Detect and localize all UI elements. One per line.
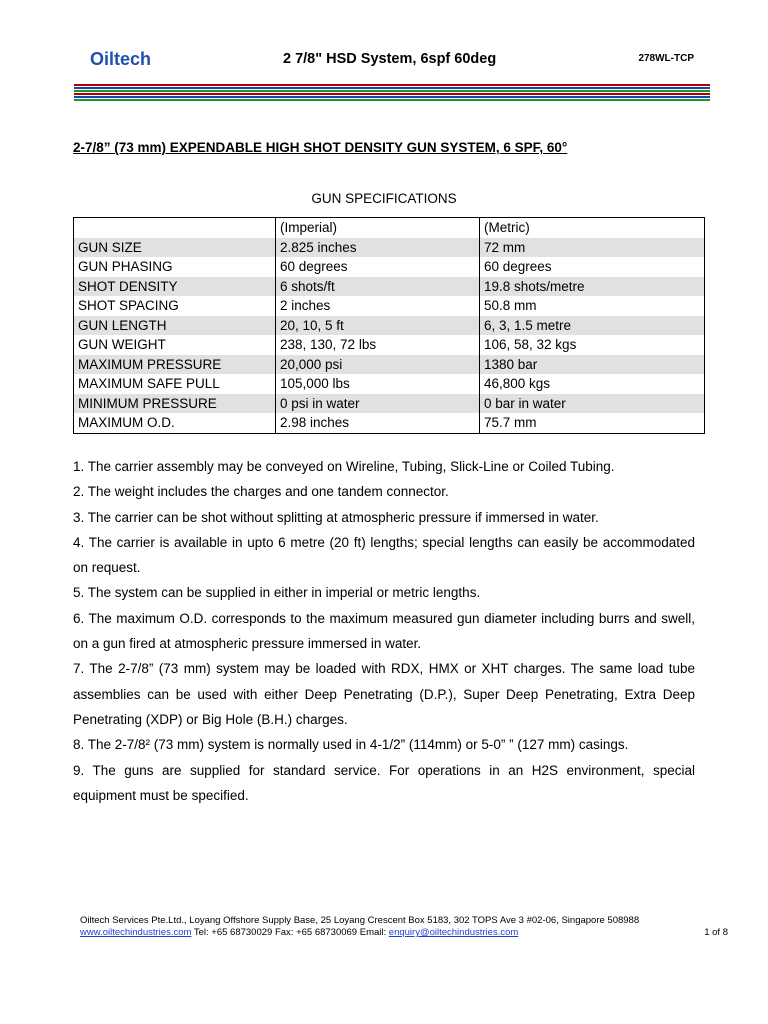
table-row — [74, 238, 705, 258]
email-link[interactable]: enquiry@oiltechindustries.com — [388, 927, 519, 938]
table-cell: 6, 3, 1.5 metre — [480, 316, 705, 336]
table-row — [74, 335, 705, 355]
document-title: 2 7/8" HSD System, 6spf 60deg — [283, 51, 497, 67]
table-cell: SHOT DENSITY — [74, 277, 276, 297]
table-row — [74, 277, 705, 297]
color-stripe — [74, 87, 710, 89]
company-logo: Oiltech — [90, 49, 152, 69]
table-cell: 0 bar in water — [480, 394, 705, 414]
table-cell: 1380 bar — [480, 355, 705, 375]
note-item: 3. The carrier can be shot without splitting at atmospheric pressure if immersed in water. — [73, 509, 599, 525]
table-cell: (Imperial) — [276, 218, 480, 238]
table-row — [74, 413, 705, 433]
note-item: 4. The carrier is available in upto 6 metre (20 ft) lengths; special lengths can easily be accommodated on request. — [73, 534, 695, 576]
table-cell: 72 mm — [480, 238, 705, 258]
note-item: 1. The carrier assembly may be conveyed on Wireline, Tubing, Slick-Line or Coiled Tubing. — [73, 459, 615, 474]
website-link[interactable]: www.oiltechindustries.com — [80, 927, 192, 938]
table-cell: 105,000 lbs — [276, 374, 480, 394]
color-stripe — [74, 84, 710, 86]
section-title: 2-7/8” (73 mm) EXPENDABLE HIGH SHOT DENSITY GUN SYSTEM, 6 SPF, 60° — [73, 140, 568, 155]
note-item: 7. The 2-7/8” (73 mm) system may be loaded with RDX, HMX or XHT charges. The same load tube assemblies can be used with either Deep Penetrating (D.P.), Super Deep Penetrating, Extra Deep Penetrating (XDP) or Big Hole (B.H.) charges. — [73, 661, 695, 727]
footer-address: Oiltech Services Pte.Ltd., Loyang Offshore Supply Base, 25 Loyang Crescent Box 5183, 302 TOPS Ave 3 #02-06, Singapore 508988 — [80, 915, 640, 926]
table-cell: GUN LENGTH — [74, 316, 276, 336]
table-row — [74, 257, 705, 277]
table-cell: 60 degrees — [480, 257, 705, 277]
table-row — [74, 296, 705, 316]
table-cell: MAXIMUM SAFE PULL — [74, 374, 276, 394]
table-cell: GUN WEIGHT — [74, 335, 276, 355]
table-cell: GUN PHASING — [74, 257, 276, 277]
color-stripe — [74, 93, 710, 95]
table-cell: 2.825 inches — [276, 238, 480, 258]
notes-list — [73, 454, 695, 808]
table-cell: 75.7 mm — [480, 413, 705, 433]
table-cell: 2.98 inches — [276, 413, 480, 433]
table-header-row — [74, 218, 705, 238]
note-item: 2. The weight includes the charges and one tandem connector. — [73, 484, 449, 500]
table-cell: 19.8 shots/metre — [480, 277, 705, 297]
table-cell: 106, 58, 32 kgs — [480, 335, 705, 355]
page-header — [76, 48, 710, 76]
note-item: 9. The guns are supplied for standard service. For operations in an H2S environment, special equipment must be specified. — [73, 762, 695, 803]
color-stripe — [74, 99, 710, 101]
table-cell: 2 inches — [276, 296, 480, 316]
footer-contact — [80, 927, 730, 939]
table-cell: SHOT SPACING — [74, 296, 276, 316]
page-number: 1 of 8 — [704, 927, 728, 938]
table-cell: 6 shots/ft — [276, 277, 480, 297]
note-item: 6. The maximum O.D. corresponds to the maximum measured gun diameter including burrs and swell, on a gun fired at atmospheric pressure immersed in water. — [73, 610, 695, 652]
table-cell: MINIMUM PRESSURE — [74, 394, 276, 414]
header-color-stripes — [74, 84, 710, 102]
footer-contact-text: Tel: +65 68730029 Fax: +65 68730069 Email: — [191, 927, 389, 938]
table-cell — [74, 218, 276, 238]
spec-heading: GUN SPECIFICATIONS — [311, 191, 457, 206]
table-cell: 50.8 mm — [480, 296, 705, 316]
table-cell: GUN SIZE — [74, 238, 276, 258]
document-code: 278WL-TCP — [638, 53, 694, 64]
color-stripe — [74, 96, 710, 98]
table-cell: (Metric) — [480, 218, 705, 238]
table-cell: 46,800 kgs — [480, 374, 705, 394]
table-cell: 238, 130, 72 lbs — [276, 335, 480, 355]
table-cell: 0 psi in water — [276, 394, 480, 414]
page-footer — [80, 915, 730, 939]
note-item: 5. The system can be supplied in either in imperial or metric lengths. — [73, 585, 481, 601]
table-cell: 20, 10, 5 ft — [276, 316, 480, 336]
table-row — [74, 394, 705, 414]
table-cell: MAXIMUM PRESSURE — [74, 355, 276, 375]
note-item: 8. The 2-7/8² (73 mm) system is normally used in 4-1/2” (114mm) or 5-0” ” (127 mm) casings. — [73, 737, 629, 753]
table-row — [74, 374, 705, 394]
table-row — [74, 316, 705, 336]
table-cell: 60 degrees — [276, 257, 480, 277]
spec-table — [73, 217, 705, 434]
table-cell: MAXIMUM O.D. — [74, 413, 276, 433]
color-stripe — [74, 90, 710, 92]
table-row — [74, 355, 705, 375]
table-cell: 20,000 psi — [276, 355, 480, 375]
